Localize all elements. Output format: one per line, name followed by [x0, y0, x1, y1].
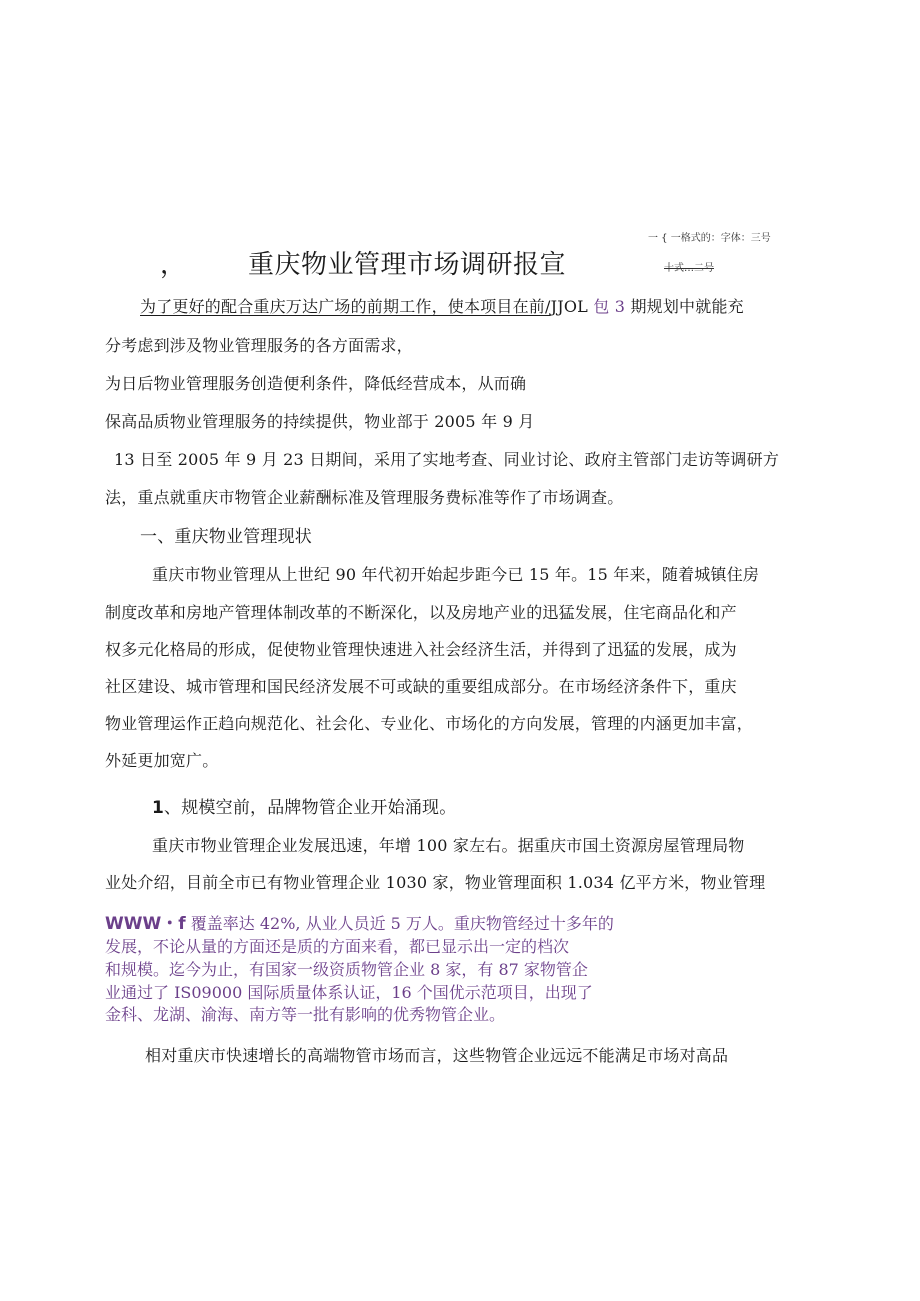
page-title: 重庆物业管理市场调研报宣: [248, 250, 567, 280]
purple-block-line-2: 发展，不论从量的方面还是质的方面来看，都已显示出一定的档次: [105, 937, 570, 956]
last-para-line-1: 相对重庆市快速增长的高端物管市场而言，这些物管企业远远不能满足市场对高品: [145, 1046, 729, 1065]
body-line-4: 13 日至 2005 年 9 月 23 日期间，采用了实地考查、同业讨论、政府主管部门走访等调研方: [114, 450, 780, 469]
section-heading: 一、重庆物业管理现状: [140, 527, 312, 547]
subsection-title: 、规模空前，品牌物管企业开始涌现。: [164, 798, 457, 818]
purple-block-line-4: 业通过了 IS09000 国际质量体系认证，16 个国优示范项目，出现了: [105, 983, 593, 1002]
intro-underlined: 为了更好的配合重庆万达广场的前期工作，使本项目在前/: [140, 297, 551, 316]
format-note-bottom: 十式…二号: [664, 263, 714, 274]
section-para-line-6: 外延更加宽广。: [105, 751, 219, 770]
purple-block-line-5: 金科、龙湖、渝海、南方等一批有影响的优秀物管企业。: [105, 1005, 506, 1024]
format-note-top: 一 { 一格式的：字体：三号: [648, 233, 771, 244]
intro-mid: JJOL: [550, 297, 588, 316]
intro-line: [140, 294, 744, 317]
body-line-2: 为日后物业管理服务创造便利条件，降低经营成本，从而确: [105, 374, 527, 393]
section-para-line-5: 物业管理运作正趋向规范化、社会化、专业化、市场化的方向发展，管理的内涵更加丰富，: [105, 714, 754, 733]
body-line-3: 保高品质物业管理服务的持续提供，物业部于 2005 年 9 月: [105, 412, 535, 431]
subsection-para-line-1: 重庆市物业管理企业发展迅速，年增 100 家左右。据重庆市国土资源房屋管理局物: [152, 836, 745, 855]
www-prefix: WWW・f: [105, 914, 186, 934]
section-para-line-4: 社区建设、城市管理和国民经济发展不可或缺的重要组成部分。在市场经济条件下，重庆: [105, 677, 737, 696]
intro-rest: 期规划中就能充: [630, 297, 744, 316]
section-para-line-1: 重庆市物业管理从上世纪 90 年代初开始起步距今已 15 年。15 年来，随着城镇住房: [152, 565, 760, 584]
title-comma: ，: [160, 250, 187, 280]
section-para-line-3: 权多元化格局的形成，促使物业管理快速进入社会经济生活，并得到了迅猛的发展，成为: [105, 640, 737, 659]
intro-purple: 包 3: [593, 297, 626, 316]
subsection-para-line-2: 业处介绍，目前全市已有物业管理企业 1030 家，物业管理面积 1.034 亿平方米，物业管理: [105, 873, 766, 892]
body-line-5: 法，重点就重庆市物管企业薪酬标准及管理服务费标准等作了市场调查。: [105, 488, 624, 507]
purple-text-1: 覆盖率达 42%, 从业人员近 5 万人。重庆物管经过十多年的: [190, 914, 614, 933]
purple-block-line-3: 和规模。迄今为止，有国家一级资质物管企业 8 家，有 87 家物管企: [105, 960, 588, 979]
body-line-1: 分考虑到涉及物业管理服务的各方面需求，: [105, 336, 413, 355]
subsection-number: 1: [152, 798, 165, 818]
subsection-heading: [152, 793, 456, 818]
purple-block-line-1: [105, 909, 614, 934]
section-para-line-2: 制度改革和房地产管理体制改革的不断深化，以及房地产业的迅猛发展，住宅商品化和产: [105, 603, 737, 622]
